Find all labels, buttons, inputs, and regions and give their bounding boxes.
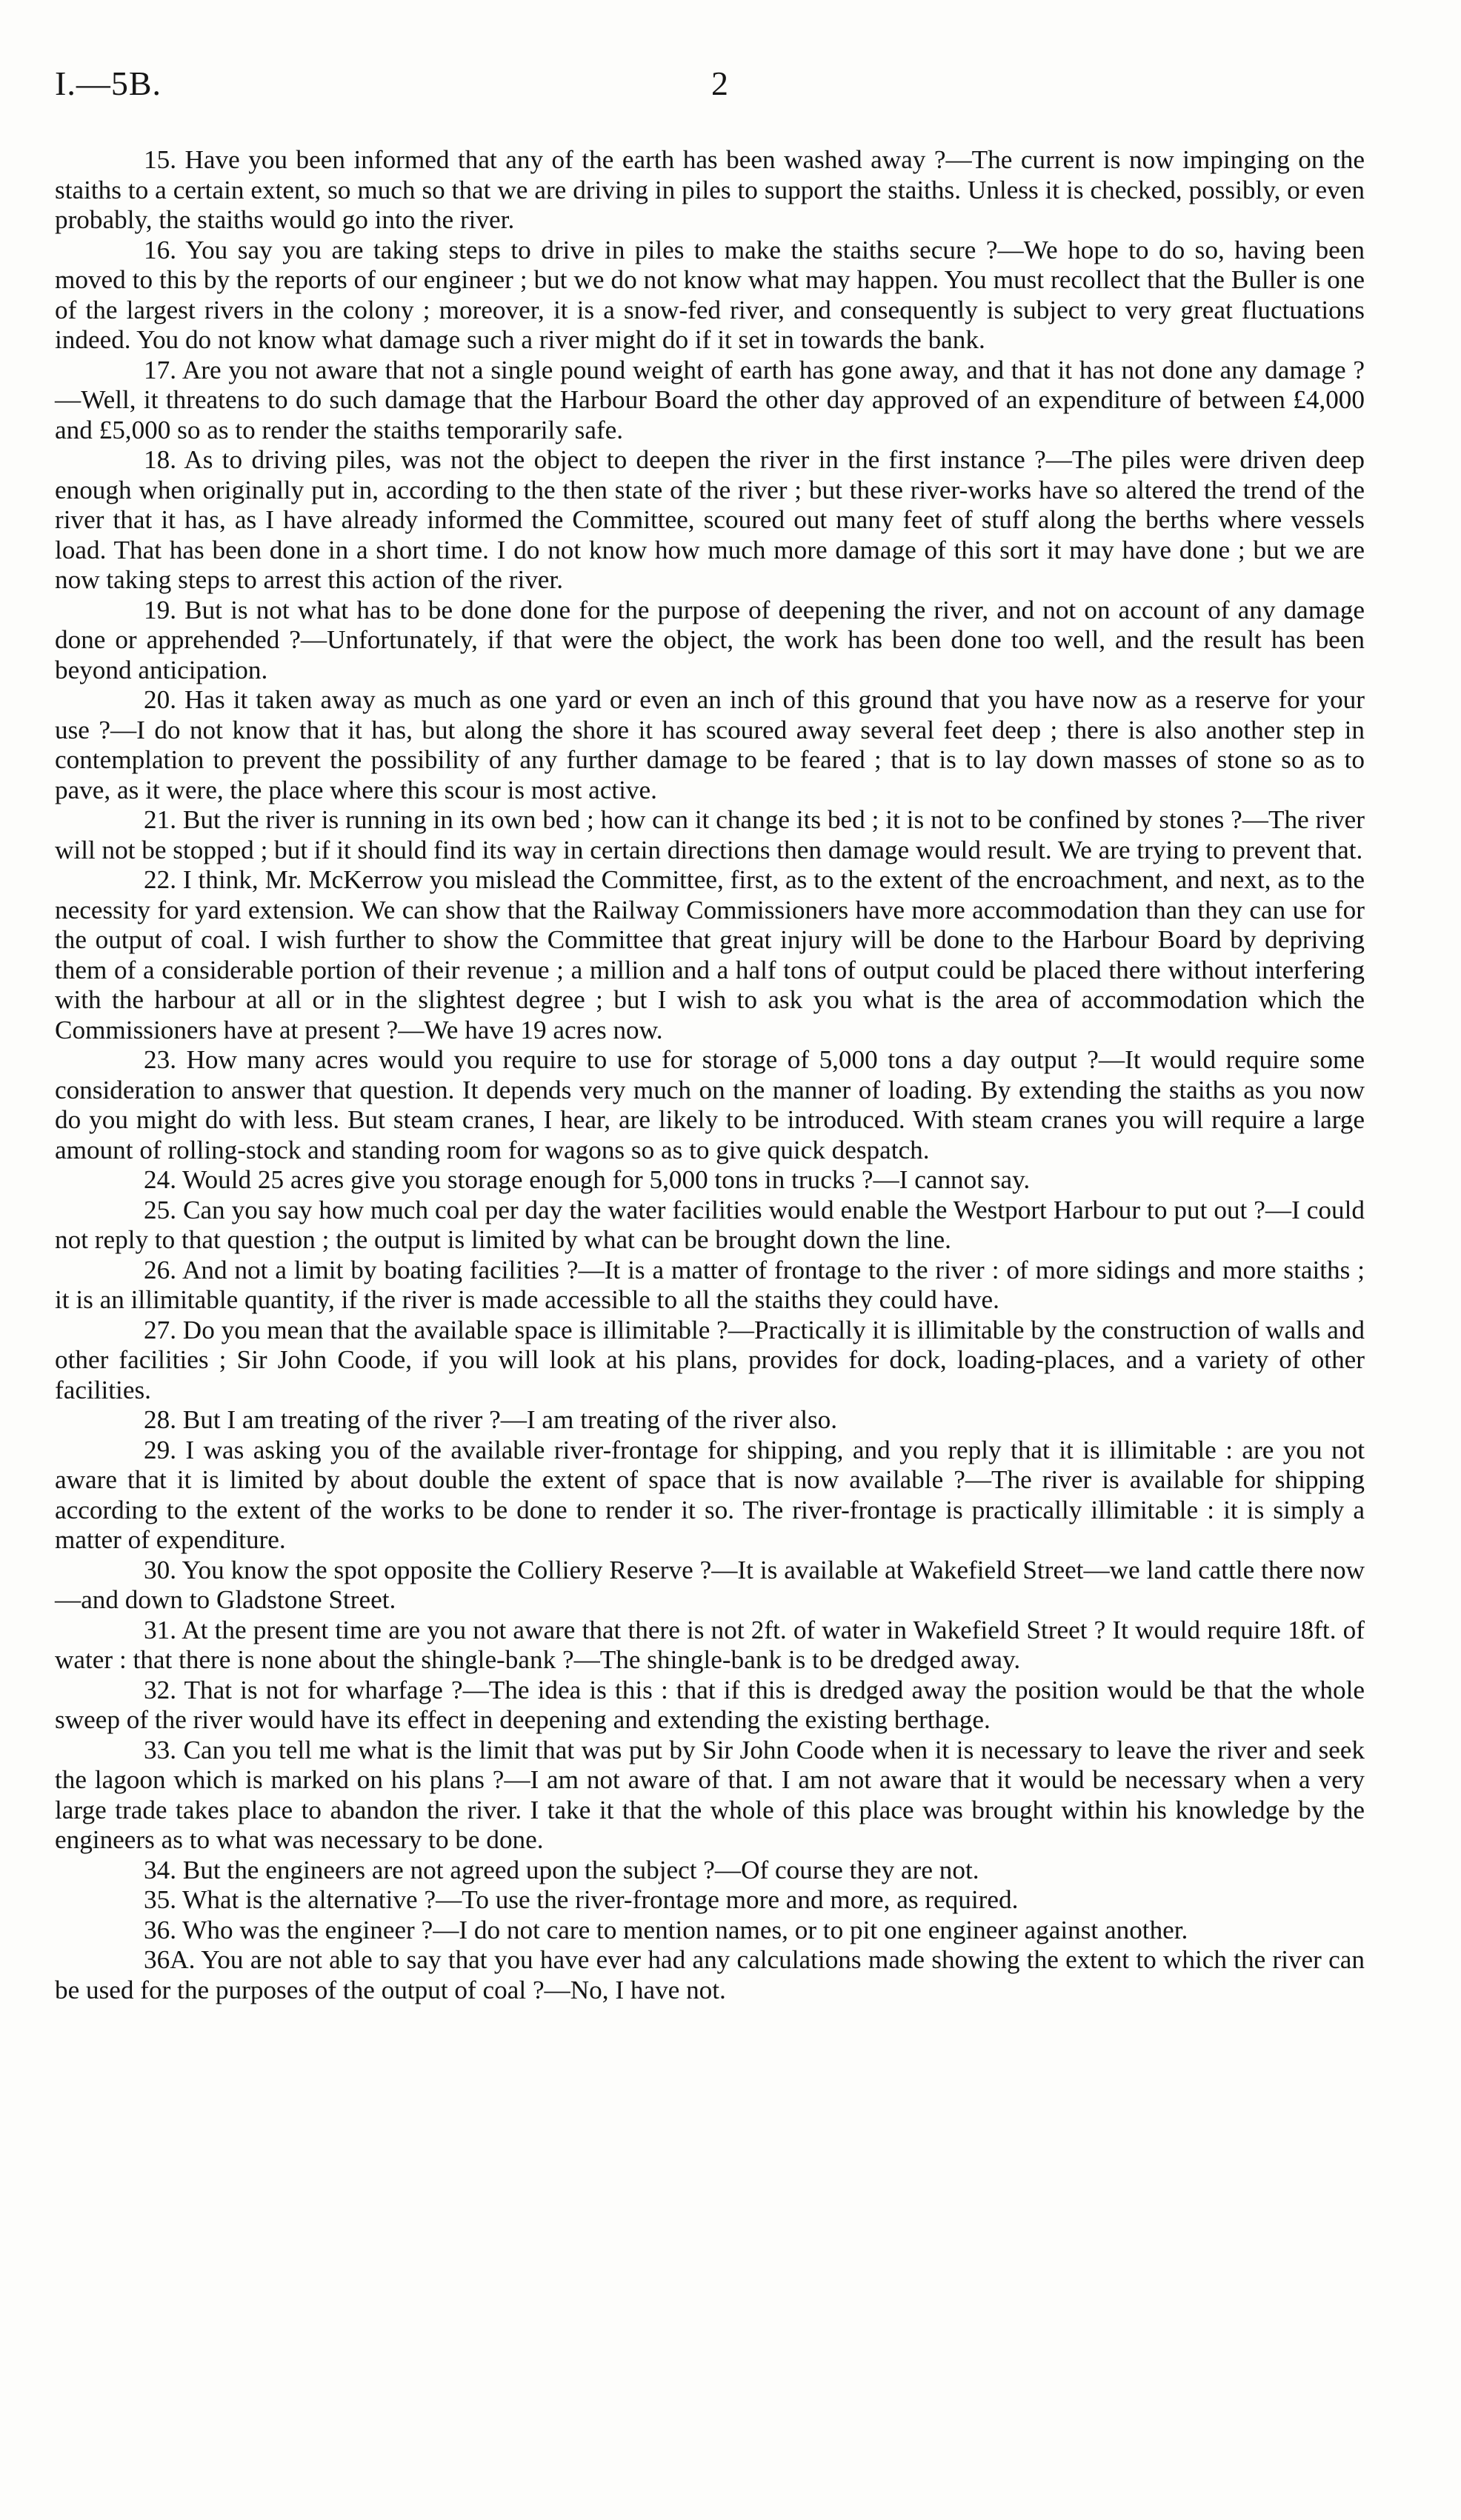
document-body [55,145,1365,2005]
paragraph-15: 15. Have you been informed that any of the earth has been washed away ?—The current is now impinging on the staiths to a certain extent, so much so that we are driving in piles to support the staiths. Unless it is checked, possibly, or even probably, the staiths would go into the river. [55,145,1365,234]
paragraph-34: 34. But the engineers are not agreed upon the subject ?—Of course they are not. [144,1855,979,1884]
paragraph-36: 36. Who was the engineer ?—I do not care to mention names, or to pit one engineer against another. [144,1915,1188,1944]
paragraph-22: 22. I think, Mr. McKerrow you mislead the Committee, first, as to the extent of the encroachment, and next, as to the necessity for yard extension. We can show that the Railway Commissioners have more accommodation than they can use for the output of coal. I wish further to show the Committee that great injury will be done to the Harbour Board by depriving them of a considerable portion of their revenue ; a million and a half tons of output could be placed there without interfering with the harbour at all or in the slightest degree ; but I wish to ask you what is the area of accommodation which the Commissioners have at present ?—We have 19 acres now. [55,865,1365,1044]
paragraph-19: 19. But is not what has to be done done for the purpose of deepening the river, and not on account of any damage done or apprehended ?—Unfortunately, if that were the object, the work has been done too well, and the result has been beyond anticipation. [55,595,1365,684]
paragraph-20: 20. Has it taken away as much as one yard or even an inch of this ground that you have now as a reserve for your use ?—I do not know that it has, but along the shore it has scoured away several feet deep ; there is also another step in contemplation to prevent the possibility of any further damage to be feared ; that is to lay down masses of stone so as to pave, as it were, the place where this scour is most active. [55,685,1365,804]
paragraph-27: 27. Do you mean that the available space is illimitable ?—Practically it is illimitable by the construction of walls and other facilities ; Sir John Coode, if you will look at his plans, provides for dock, loading-places, and a variety of other facilities. [55,1315,1365,1404]
paragraph-33: 33. Can you tell me what is the limit that was put by Sir John Coode when it is necessary to leave the river and seek the lagoon which is marked on his plans ?—I am not aware of that. I am not aware that it would be necessary when a very large trade takes place to abandon the river. I take it that the whole of this place was brought within his knowledge by the engineers as to what was necessary to be done. [55,1735,1365,1854]
paragraph-35: 35. What is the alternative ?—To use the river-frontage more and more, as required. [144,1885,1019,1914]
paragraph-36a: 36A. You are not able to say that you have ever had any calculations made showing the extent to which the river can be used for the purposes of the output of coal ?—No, I have not. [55,1945,1365,2004]
paragraph-18: 18. As to driving piles, was not the object to deepen the river in the first instance ?—The piles were driven deep enough when originally put in, according to the then state of the river ; but these river-works have so altered the trend of the river that it has, as I have already informed the Committee, scoured out many feet of stuff along the berths where vessels load. That has been done in a short time. I do not know how much more damage of this sort it may have done ; but we are now taking steps to arrest this action of the river. [55,445,1365,594]
paragraph-30: 30. You know the spot opposite the Colliery Reserve ?—It is available at Wakefield Street—we land cattle there now—and down to Gladstone Street. [55,1555,1365,1614]
page-number: 2 [711,64,728,102]
paragraph-21: 21. But the river is running in its own bed ; how can it change its bed ; it is not to be confined by stones ?—The river will not be stopped ; but if it should find its way in certain directions then damage would result. We are trying to prevent that. [55,805,1365,864]
paragraph-25: 25. Can you say how much coal per day the water facilities would enable the Westport Harbour to put out ?—I could not reply to that question ; the output is limited by what can be brought down the line. [55,1195,1365,1254]
paragraph-23: 23. How many acres would you require to use for storage of 5,000 tons a day output ?—It would require some consideration to answer that question. It depends very much on the manner of loading. By extending the staiths as you now do you might do with less. But steam cranes, I hear, are likely to be introduced. With steam cranes you will require a large amount of rolling-stock and standing room for wagons so as to give quick despatch. [55,1045,1365,1164]
paragraph-24: 24. Would 25 acres give you storage enough for 5,000 tons in trucks ?—I cannot say. [144,1165,1031,1194]
paper-reference: I.—5B. [55,64,162,102]
paragraph-17: 17. Are you not aware that not a single pound weight of earth has gone away, and that it has not done any damage ?—Well, it threatens to do such damage that the Harbour Board the other day approved of an expenditure of between £4,000 and £5,000 so as to render the staiths temporarily safe. [55,355,1365,444]
paragraph-29: 29. I was asking you of the available river-frontage for shipping, and you reply that it is illimitable : are you not aware that it is limited by about double the extent of space that is now available ?—The river is available for shipping according to the extent of the works to be done to render it so. The river-frontage is practically illimitable : it is simply a matter of expenditure. [55,1435,1365,1554]
paragraph-32: 32. That is not for wharfage ?—The idea is this : that if this is dredged away the position would be that the whole sweep of the river would have its effect in deepening and extending the existing berthage. [55,1675,1365,1734]
paragraph-16: 16. You say you are taking steps to drive in piles to make the staiths secure ?—We hope to do so, having been moved to this by the reports of our engineer ; but we do not know what may happen. You must recollect that the Buller is one of the largest rivers in the colony ; moreover, it is a snow-fed river, and consequently is subject to very great fluctuations indeed. You do not know what damage such a river might do if it set in towards the bank. [55,235,1365,354]
paragraph-26: 26. And not a limit by boating facilities ?—It is a matter of frontage to the river : of more sidings and more staiths ; it is an illimitable quantity, if the river is made accessible to all the staiths they could have. [55,1255,1365,1314]
paragraph-31: 31. At the present time are you not aware that there is not 2ft. of water in Wakefield Street ? It would require 18ft. of water : that there is none about the shingle-bank ?—The shingle-bank is to be dredged away. [55,1615,1365,1674]
paragraph-28: 28. But I am treating of the river ?—I am treating of the river also. [144,1405,838,1434]
